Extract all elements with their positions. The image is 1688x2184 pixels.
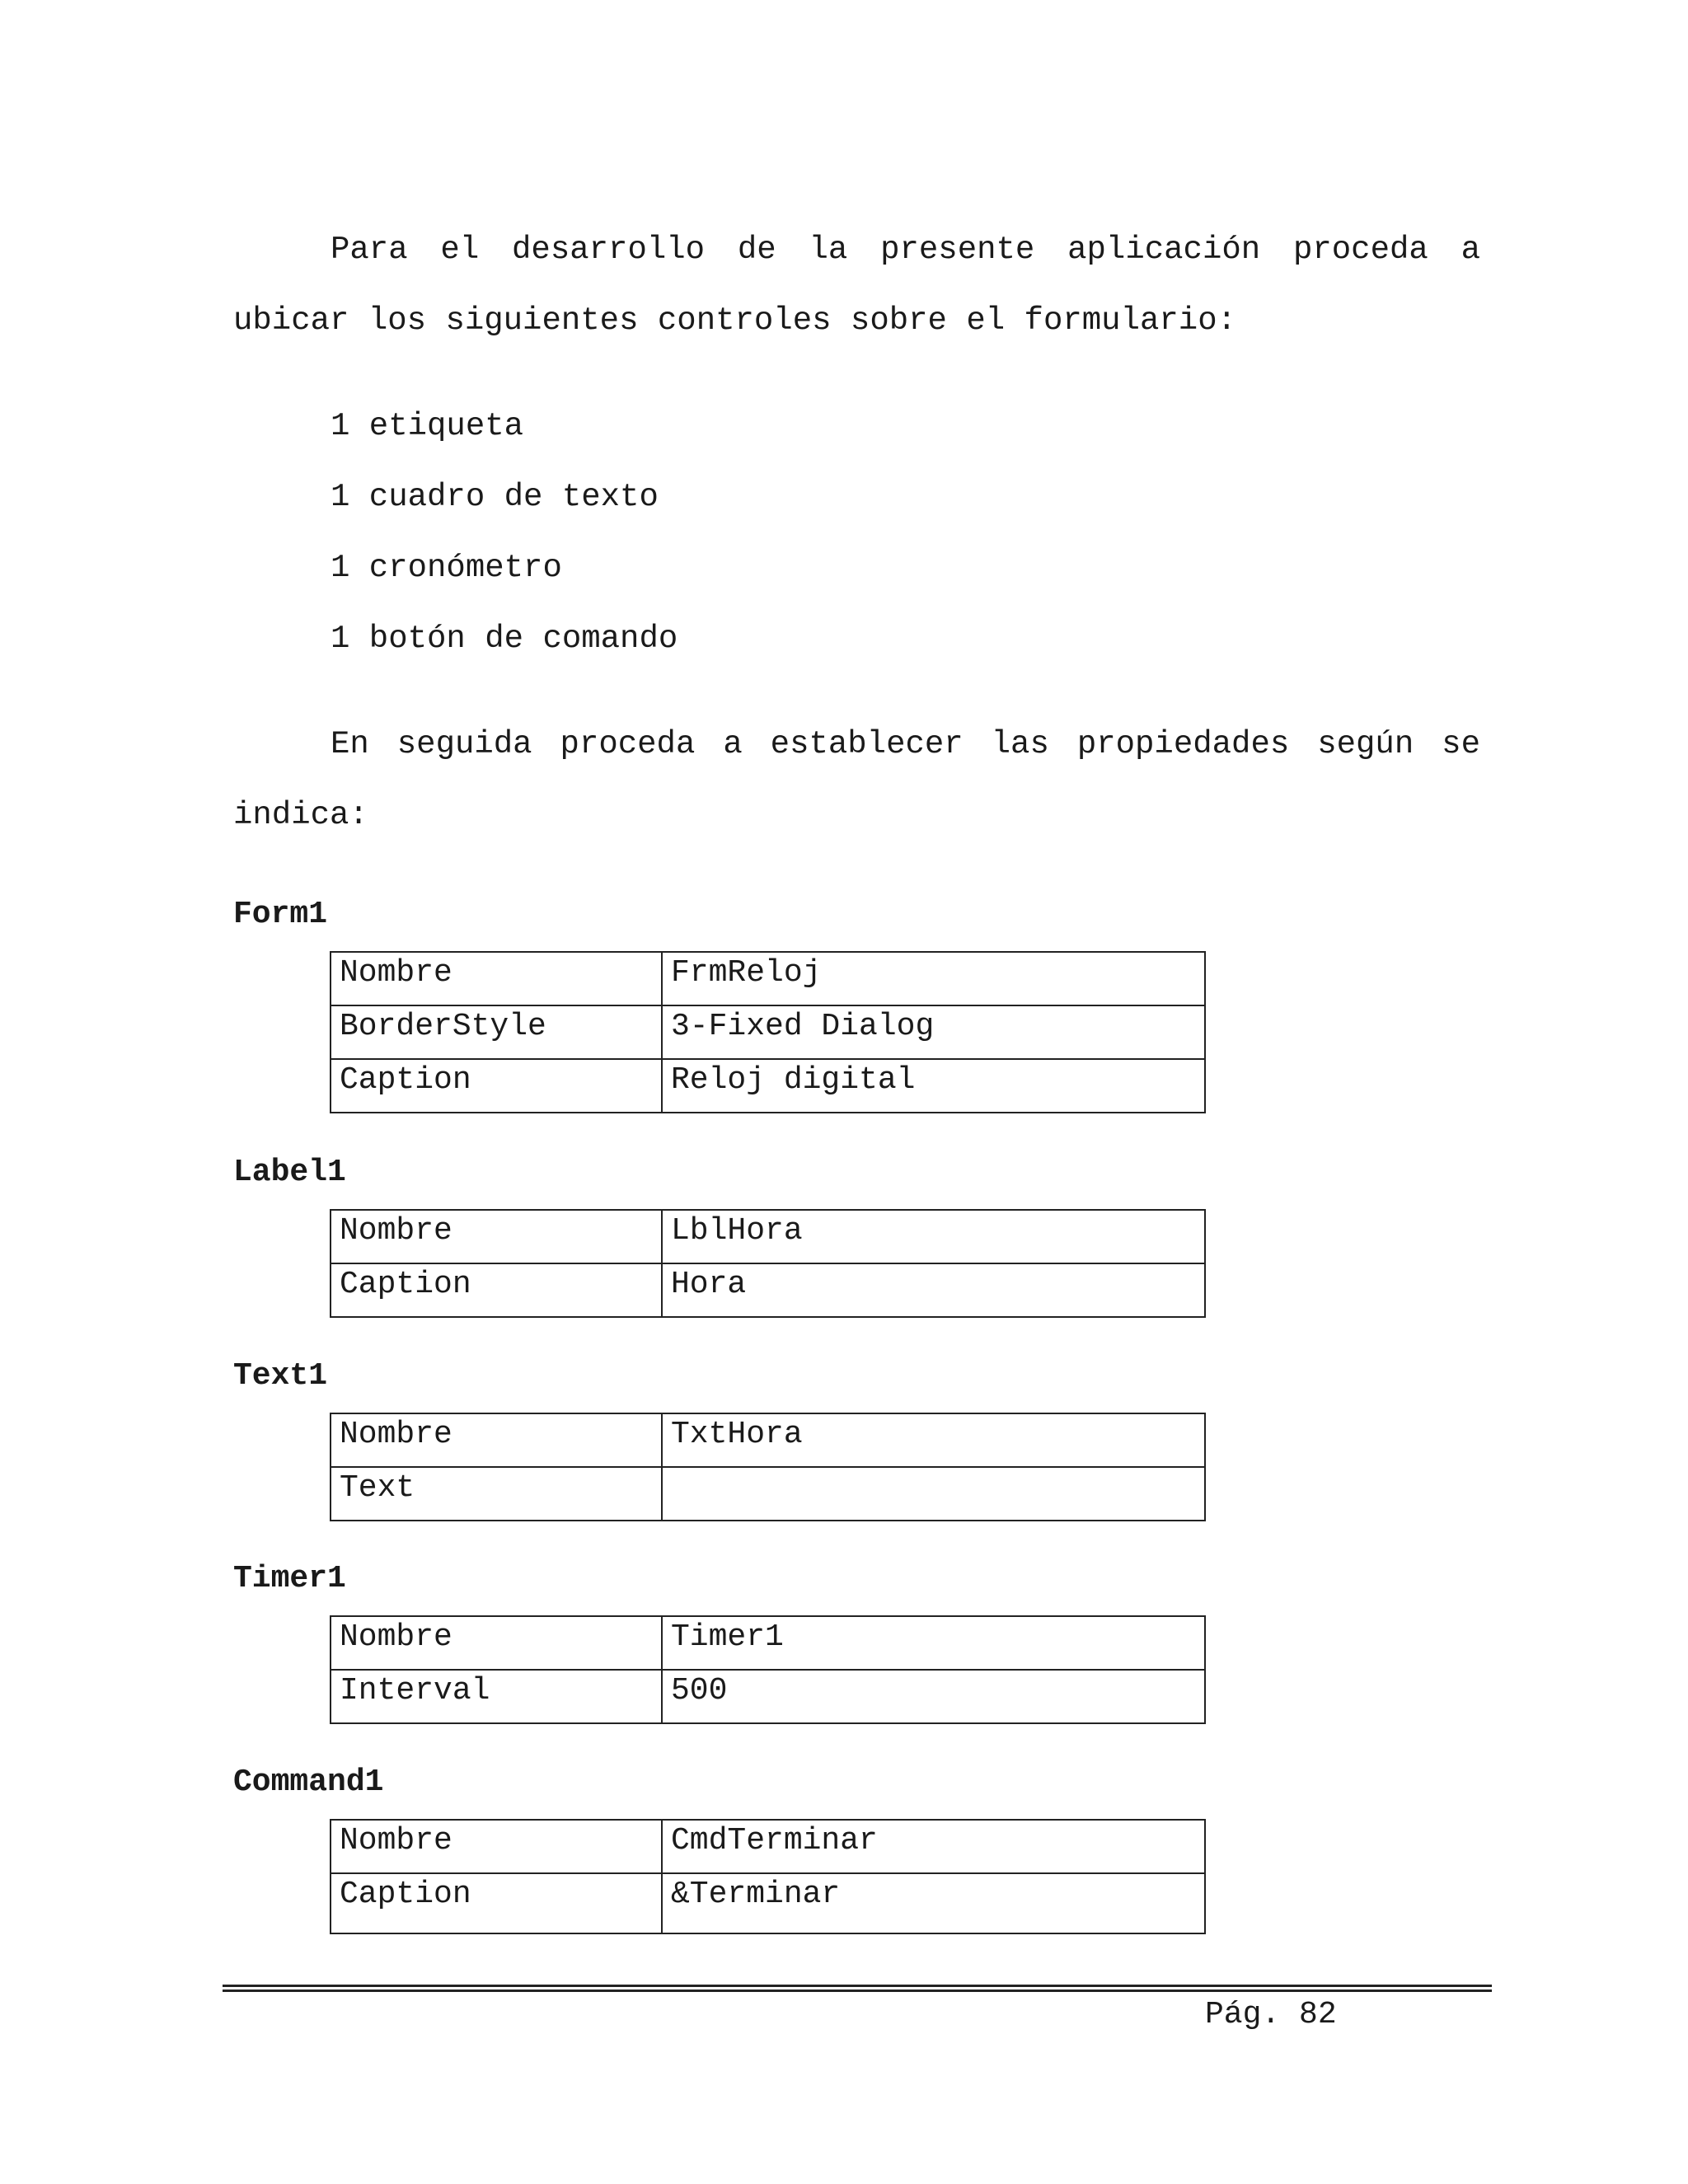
property-name-cell: Caption [331, 1873, 662, 1933]
property-value-cell: Timer1 [662, 1616, 1205, 1670]
property-name-cell: Interval [331, 1670, 662, 1723]
section-title-text1: Text1 [233, 1358, 328, 1394]
property-value-cell: CmdTerminar [662, 1820, 1205, 1873]
table-row [331, 1263, 1205, 1317]
property-name-cell: Caption [331, 1059, 662, 1113]
page-number: Pág. 82 [1205, 1997, 1337, 2032]
table-row [331, 1210, 1205, 1263]
properties-table-command1 [330, 1819, 1206, 1934]
property-name-cell: BorderStyle [331, 1005, 662, 1059]
footer-divider [223, 1985, 1492, 1992]
property-name-cell: Caption [331, 1263, 662, 1317]
table-row [331, 1670, 1205, 1723]
property-value-cell: LblHora [662, 1210, 1205, 1263]
list-item: 1 cuadro de texto [331, 479, 659, 515]
list-item: 1 cronómetro [331, 550, 562, 586]
section-title-timer1: Timer1 [233, 1561, 346, 1596]
property-value-cell: FrmReloj [662, 952, 1205, 1005]
intro-paragraph: Para el desarrollo de la presente aplicación proceda a ubicar los siguientes controles sobre el formulario: [233, 232, 1480, 339]
property-value-cell: 3-Fixed Dialog [662, 1005, 1205, 1059]
table-row [331, 1820, 1205, 1873]
property-value-cell: Reloj digital [662, 1059, 1205, 1113]
property-value-cell: Hora [662, 1263, 1205, 1317]
table-row [331, 1616, 1205, 1670]
table-row [331, 1059, 1205, 1113]
property-name-cell: Nombre [331, 1413, 662, 1467]
property-name-cell: Nombre [331, 1616, 662, 1670]
property-value-cell [662, 1467, 1205, 1521]
property-name-cell: Nombre [331, 1820, 662, 1873]
table-row [331, 1467, 1205, 1521]
property-value-cell: TxtHora [662, 1413, 1205, 1467]
property-name-cell: Nombre [331, 1210, 662, 1263]
section-title-label1: Label1 [233, 1155, 346, 1190]
properties-table-timer1 [330, 1615, 1206, 1724]
section-title-form1: Form1 [233, 897, 328, 932]
properties-table-text1 [330, 1413, 1206, 1521]
properties-table-label1 [330, 1209, 1206, 1318]
section-title-command1: Command1 [233, 1765, 384, 1800]
properties-table-form1 [330, 951, 1206, 1113]
list-item: 1 botón de comando [331, 621, 678, 657]
property-value-cell: 500 [662, 1670, 1205, 1723]
list-item: 1 etiqueta [331, 408, 524, 444]
instruction-paragraph: En seguida proceda a establecer las propiedades según se indica: [233, 726, 1480, 833]
table-row [331, 1005, 1205, 1059]
property-name-cell: Nombre [331, 952, 662, 1005]
table-row [331, 1413, 1205, 1467]
property-value-cell: &Terminar [662, 1873, 1205, 1933]
table-row [331, 952, 1205, 1005]
table-row [331, 1873, 1205, 1933]
property-name-cell: Text [331, 1467, 662, 1521]
controls-list [331, 391, 678, 674]
